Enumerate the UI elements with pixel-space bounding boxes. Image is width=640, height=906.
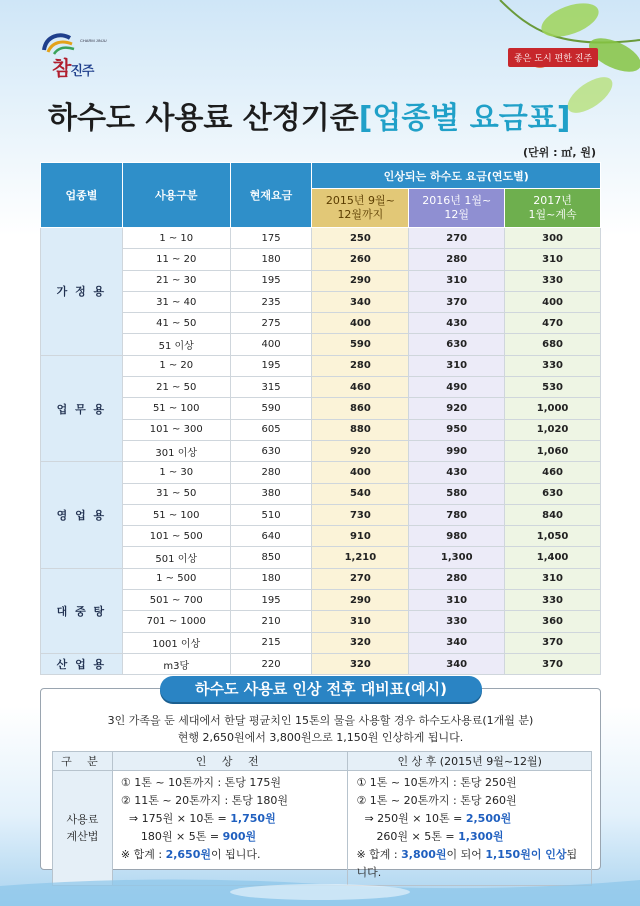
current-fee-cell: 400 bbox=[230, 334, 312, 355]
usage-range-cell: 31 ~ 50 bbox=[122, 483, 230, 504]
fee-2017-cell: 1,050 bbox=[505, 526, 601, 547]
category-cell: 업 무 용 bbox=[41, 355, 123, 461]
table-row bbox=[41, 462, 601, 483]
table-row bbox=[41, 504, 601, 525]
water-splash-icon bbox=[0, 866, 640, 906]
fee-2015-cell: 1,210 bbox=[312, 547, 409, 568]
header-category: 업종별 bbox=[41, 163, 123, 228]
fee-2017-cell: 530 bbox=[505, 377, 601, 398]
category-cell: 영 업 용 bbox=[41, 462, 123, 568]
fee-2015-cell: 280 bbox=[312, 355, 409, 376]
table-row bbox=[41, 653, 601, 674]
fee-2016-cell: 370 bbox=[409, 291, 505, 312]
fee-2015-cell: 270 bbox=[312, 568, 409, 589]
fee-2017-cell: 330 bbox=[505, 355, 601, 376]
header-year-2016: 2016년 1월~ 12월 bbox=[409, 189, 505, 228]
usage-range-cell: 11 ~ 20 bbox=[122, 249, 230, 270]
fee-2016-cell: 340 bbox=[409, 653, 505, 674]
current-fee-cell: 630 bbox=[230, 440, 312, 461]
usage-range-cell: 1 ~ 20 bbox=[122, 355, 230, 376]
fee-2015-cell: 880 bbox=[312, 419, 409, 440]
usage-range-cell: 101 ~ 300 bbox=[122, 419, 230, 440]
usage-range-cell: 51 이상 bbox=[122, 334, 230, 355]
page-title: 하수도 사용료 산정기준[업종별 요금표] bbox=[48, 101, 571, 136]
table-row bbox=[41, 228, 601, 249]
cmp-before-cell: ① 1톤 ~ 10톤까지 : 톤당 175원 ② 11톤 ~ 20톤까지 : 톤당 180원 ⇒ 175원 × 10톤 = 1,750원 180원 × 5톤 = 900원 ※ 합계 : 2,650원이 됩니다. bbox=[112, 771, 348, 886]
table-row bbox=[41, 419, 601, 440]
fee-2015-cell: 290 bbox=[312, 270, 409, 291]
table-row bbox=[41, 270, 601, 291]
usage-range-cell: m3당 bbox=[122, 653, 230, 674]
fee-2016-cell: 1,300 bbox=[409, 547, 505, 568]
fee-2016-cell: 980 bbox=[409, 526, 505, 547]
category-cell: 가 정 용 bbox=[41, 228, 123, 356]
fee-2017-cell: 1,000 bbox=[505, 398, 601, 419]
current-fee-cell: 180 bbox=[230, 568, 312, 589]
usage-range-cell: 51 ~ 100 bbox=[122, 398, 230, 419]
fee-2016-cell: 990 bbox=[409, 440, 505, 461]
header-year-2015: 2015년 9월~ 12월까지 bbox=[312, 189, 409, 228]
fee-2015-cell: 920 bbox=[312, 440, 409, 461]
fee-2017-cell: 370 bbox=[505, 632, 601, 653]
fee-2016-cell: 330 bbox=[409, 611, 505, 632]
fee-2017-cell: 1,400 bbox=[505, 547, 601, 568]
usage-range-cell: 51 ~ 100 bbox=[122, 504, 230, 525]
fee-2017-cell: 300 bbox=[505, 228, 601, 249]
table-row bbox=[41, 568, 601, 589]
header-raised: 인상되는 하수도 요금(연도별) bbox=[312, 163, 601, 189]
fee-2015-cell: 860 bbox=[312, 398, 409, 419]
fee-2015-cell: 310 bbox=[312, 611, 409, 632]
table-row bbox=[41, 547, 601, 568]
fee-2016-cell: 630 bbox=[409, 334, 505, 355]
fee-2015-cell: 730 bbox=[312, 504, 409, 525]
current-fee-cell: 380 bbox=[230, 483, 312, 504]
fee-2016-cell: 310 bbox=[409, 590, 505, 611]
fee-2015-cell: 540 bbox=[312, 483, 409, 504]
current-fee-cell: 605 bbox=[230, 419, 312, 440]
usage-range-cell: 501 ~ 700 bbox=[122, 590, 230, 611]
fee-2016-cell: 310 bbox=[409, 270, 505, 291]
fee-2017-cell: 310 bbox=[505, 568, 601, 589]
current-fee-cell: 275 bbox=[230, 313, 312, 334]
fee-2017-cell: 330 bbox=[505, 590, 601, 611]
fee-2015-cell: 290 bbox=[312, 590, 409, 611]
table-row bbox=[41, 526, 601, 547]
fee-2017-cell: 680 bbox=[505, 334, 601, 355]
table-row bbox=[41, 355, 601, 376]
cmp-header-after: 인 상 후 (2015년 9월~12월) bbox=[348, 752, 592, 771]
comparison-description: 3인 가족을 둔 세대에서 한달 평균치인 15톤의 물을 사용할 경우 하수도사용료(1개월 분) 현행 2,650원에서 3,800원으로 1,150원 인상하게 됩니다. bbox=[107, 714, 534, 744]
fee-2015-cell: 320 bbox=[312, 632, 409, 653]
fee-2015-cell: 340 bbox=[312, 291, 409, 312]
fee-2017-cell: 360 bbox=[505, 611, 601, 632]
fee-2016-cell: 310 bbox=[409, 355, 505, 376]
current-fee-cell: 195 bbox=[230, 270, 312, 291]
category-cell: 산 업 용 bbox=[41, 653, 123, 674]
current-fee-cell: 180 bbox=[230, 249, 312, 270]
table-row bbox=[41, 313, 601, 334]
jinju-logo bbox=[38, 30, 108, 82]
table-row bbox=[41, 440, 601, 461]
current-fee-cell: 590 bbox=[230, 398, 312, 419]
fee-2016-cell: 430 bbox=[409, 313, 505, 334]
header-usage: 사용구분 bbox=[122, 163, 230, 228]
unit-note: (단위 : ㎥, 원) bbox=[523, 146, 596, 159]
fee-2017-cell: 460 bbox=[505, 462, 601, 483]
table-row bbox=[41, 291, 601, 312]
fee-2015-cell: 260 bbox=[312, 249, 409, 270]
fee-2017-cell: 400 bbox=[505, 291, 601, 312]
fee-2016-cell: 920 bbox=[409, 398, 505, 419]
current-fee-cell: 235 bbox=[230, 291, 312, 312]
current-fee-cell: 175 bbox=[230, 228, 312, 249]
current-fee-cell: 315 bbox=[230, 377, 312, 398]
logo-text: 참진주 bbox=[52, 56, 94, 80]
fee-2017-cell: 1,020 bbox=[505, 419, 601, 440]
cmp-after-cell: ① 1톤 ~ 10톤까지 : 톤당 250원 ② 1톤 ~ 20톤까지 : 톤당 260원 ⇒ 250원 × 10톤 = 2,500원 260원 × 5톤 = 1,300원 ※ 합계 : 3,800원이 되어 1,150원이 인상됩니다. bbox=[348, 771, 592, 886]
cmp-row-label: 사용료 계산법 bbox=[53, 771, 113, 886]
header-year-2017: 2017년 1월~계속 bbox=[505, 189, 601, 228]
fee-2017-cell: 370 bbox=[505, 653, 601, 674]
current-fee-cell: 510 bbox=[230, 504, 312, 525]
current-fee-cell: 215 bbox=[230, 632, 312, 653]
fee-2016-cell: 270 bbox=[409, 228, 505, 249]
header-current: 현재요금 bbox=[230, 163, 312, 228]
current-fee-cell: 195 bbox=[230, 355, 312, 376]
table-row bbox=[41, 590, 601, 611]
fee-2017-cell: 310 bbox=[505, 249, 601, 270]
usage-range-cell: 501 이상 bbox=[122, 547, 230, 568]
fee-2016-cell: 280 bbox=[409, 568, 505, 589]
usage-range-cell: 1001 이상 bbox=[122, 632, 230, 653]
usage-range-cell: 1 ~ 500 bbox=[122, 568, 230, 589]
cmp-header-before: 인 상 전 bbox=[112, 752, 348, 771]
table-row bbox=[41, 611, 601, 632]
comparison-title: 하수도 사용료 인상 전후 대비표(예시) bbox=[160, 676, 482, 702]
usage-range-cell: 21 ~ 30 bbox=[122, 270, 230, 291]
slogan-badge: 좋은 도시 편한 진주 bbox=[508, 48, 598, 67]
fee-2016-cell: 580 bbox=[409, 483, 505, 504]
table-row bbox=[41, 632, 601, 653]
usage-range-cell: 1 ~ 10 bbox=[122, 228, 230, 249]
fee-2016-cell: 280 bbox=[409, 249, 505, 270]
current-fee-cell: 280 bbox=[230, 462, 312, 483]
table-row bbox=[41, 398, 601, 419]
table-row bbox=[41, 334, 601, 355]
logo-small-text: CHARM JINJU bbox=[80, 38, 107, 43]
fee-2017-cell: 330 bbox=[505, 270, 601, 291]
fee-2017-cell: 1,060 bbox=[505, 440, 601, 461]
usage-range-cell: 41 ~ 50 bbox=[122, 313, 230, 334]
cmp-header-category: 구 분 bbox=[53, 752, 113, 771]
fee-2016-cell: 430 bbox=[409, 462, 505, 483]
usage-range-cell: 101 ~ 500 bbox=[122, 526, 230, 547]
fee-2017-cell: 840 bbox=[505, 504, 601, 525]
fee-2017-cell: 630 bbox=[505, 483, 601, 504]
fee-2015-cell: 250 bbox=[312, 228, 409, 249]
fee-2016-cell: 490 bbox=[409, 377, 505, 398]
table-row bbox=[41, 483, 601, 504]
fee-2015-cell: 400 bbox=[312, 462, 409, 483]
current-fee-cell: 220 bbox=[230, 653, 312, 674]
fee-table bbox=[40, 162, 601, 675]
fee-2016-cell: 950 bbox=[409, 419, 505, 440]
current-fee-cell: 850 bbox=[230, 547, 312, 568]
category-cell: 대 중 탕 bbox=[41, 568, 123, 653]
current-fee-cell: 195 bbox=[230, 590, 312, 611]
current-fee-cell: 210 bbox=[230, 611, 312, 632]
usage-range-cell: 301 이상 bbox=[122, 440, 230, 461]
table-row bbox=[41, 377, 601, 398]
fee-2016-cell: 340 bbox=[409, 632, 505, 653]
usage-range-cell: 21 ~ 50 bbox=[122, 377, 230, 398]
fee-2015-cell: 400 bbox=[312, 313, 409, 334]
usage-range-cell: 1 ~ 30 bbox=[122, 462, 230, 483]
usage-range-cell: 31 ~ 40 bbox=[122, 291, 230, 312]
fee-2015-cell: 910 bbox=[312, 526, 409, 547]
fee-2015-cell: 460 bbox=[312, 377, 409, 398]
fee-2016-cell: 780 bbox=[409, 504, 505, 525]
current-fee-cell: 640 bbox=[230, 526, 312, 547]
usage-range-cell: 701 ~ 1000 bbox=[122, 611, 230, 632]
title-highlight: [업종별 요금표] bbox=[358, 101, 571, 136]
fee-2017-cell: 470 bbox=[505, 313, 601, 334]
fee-2015-cell: 590 bbox=[312, 334, 409, 355]
fee-2015-cell: 320 bbox=[312, 653, 409, 674]
table-row bbox=[41, 249, 601, 270]
